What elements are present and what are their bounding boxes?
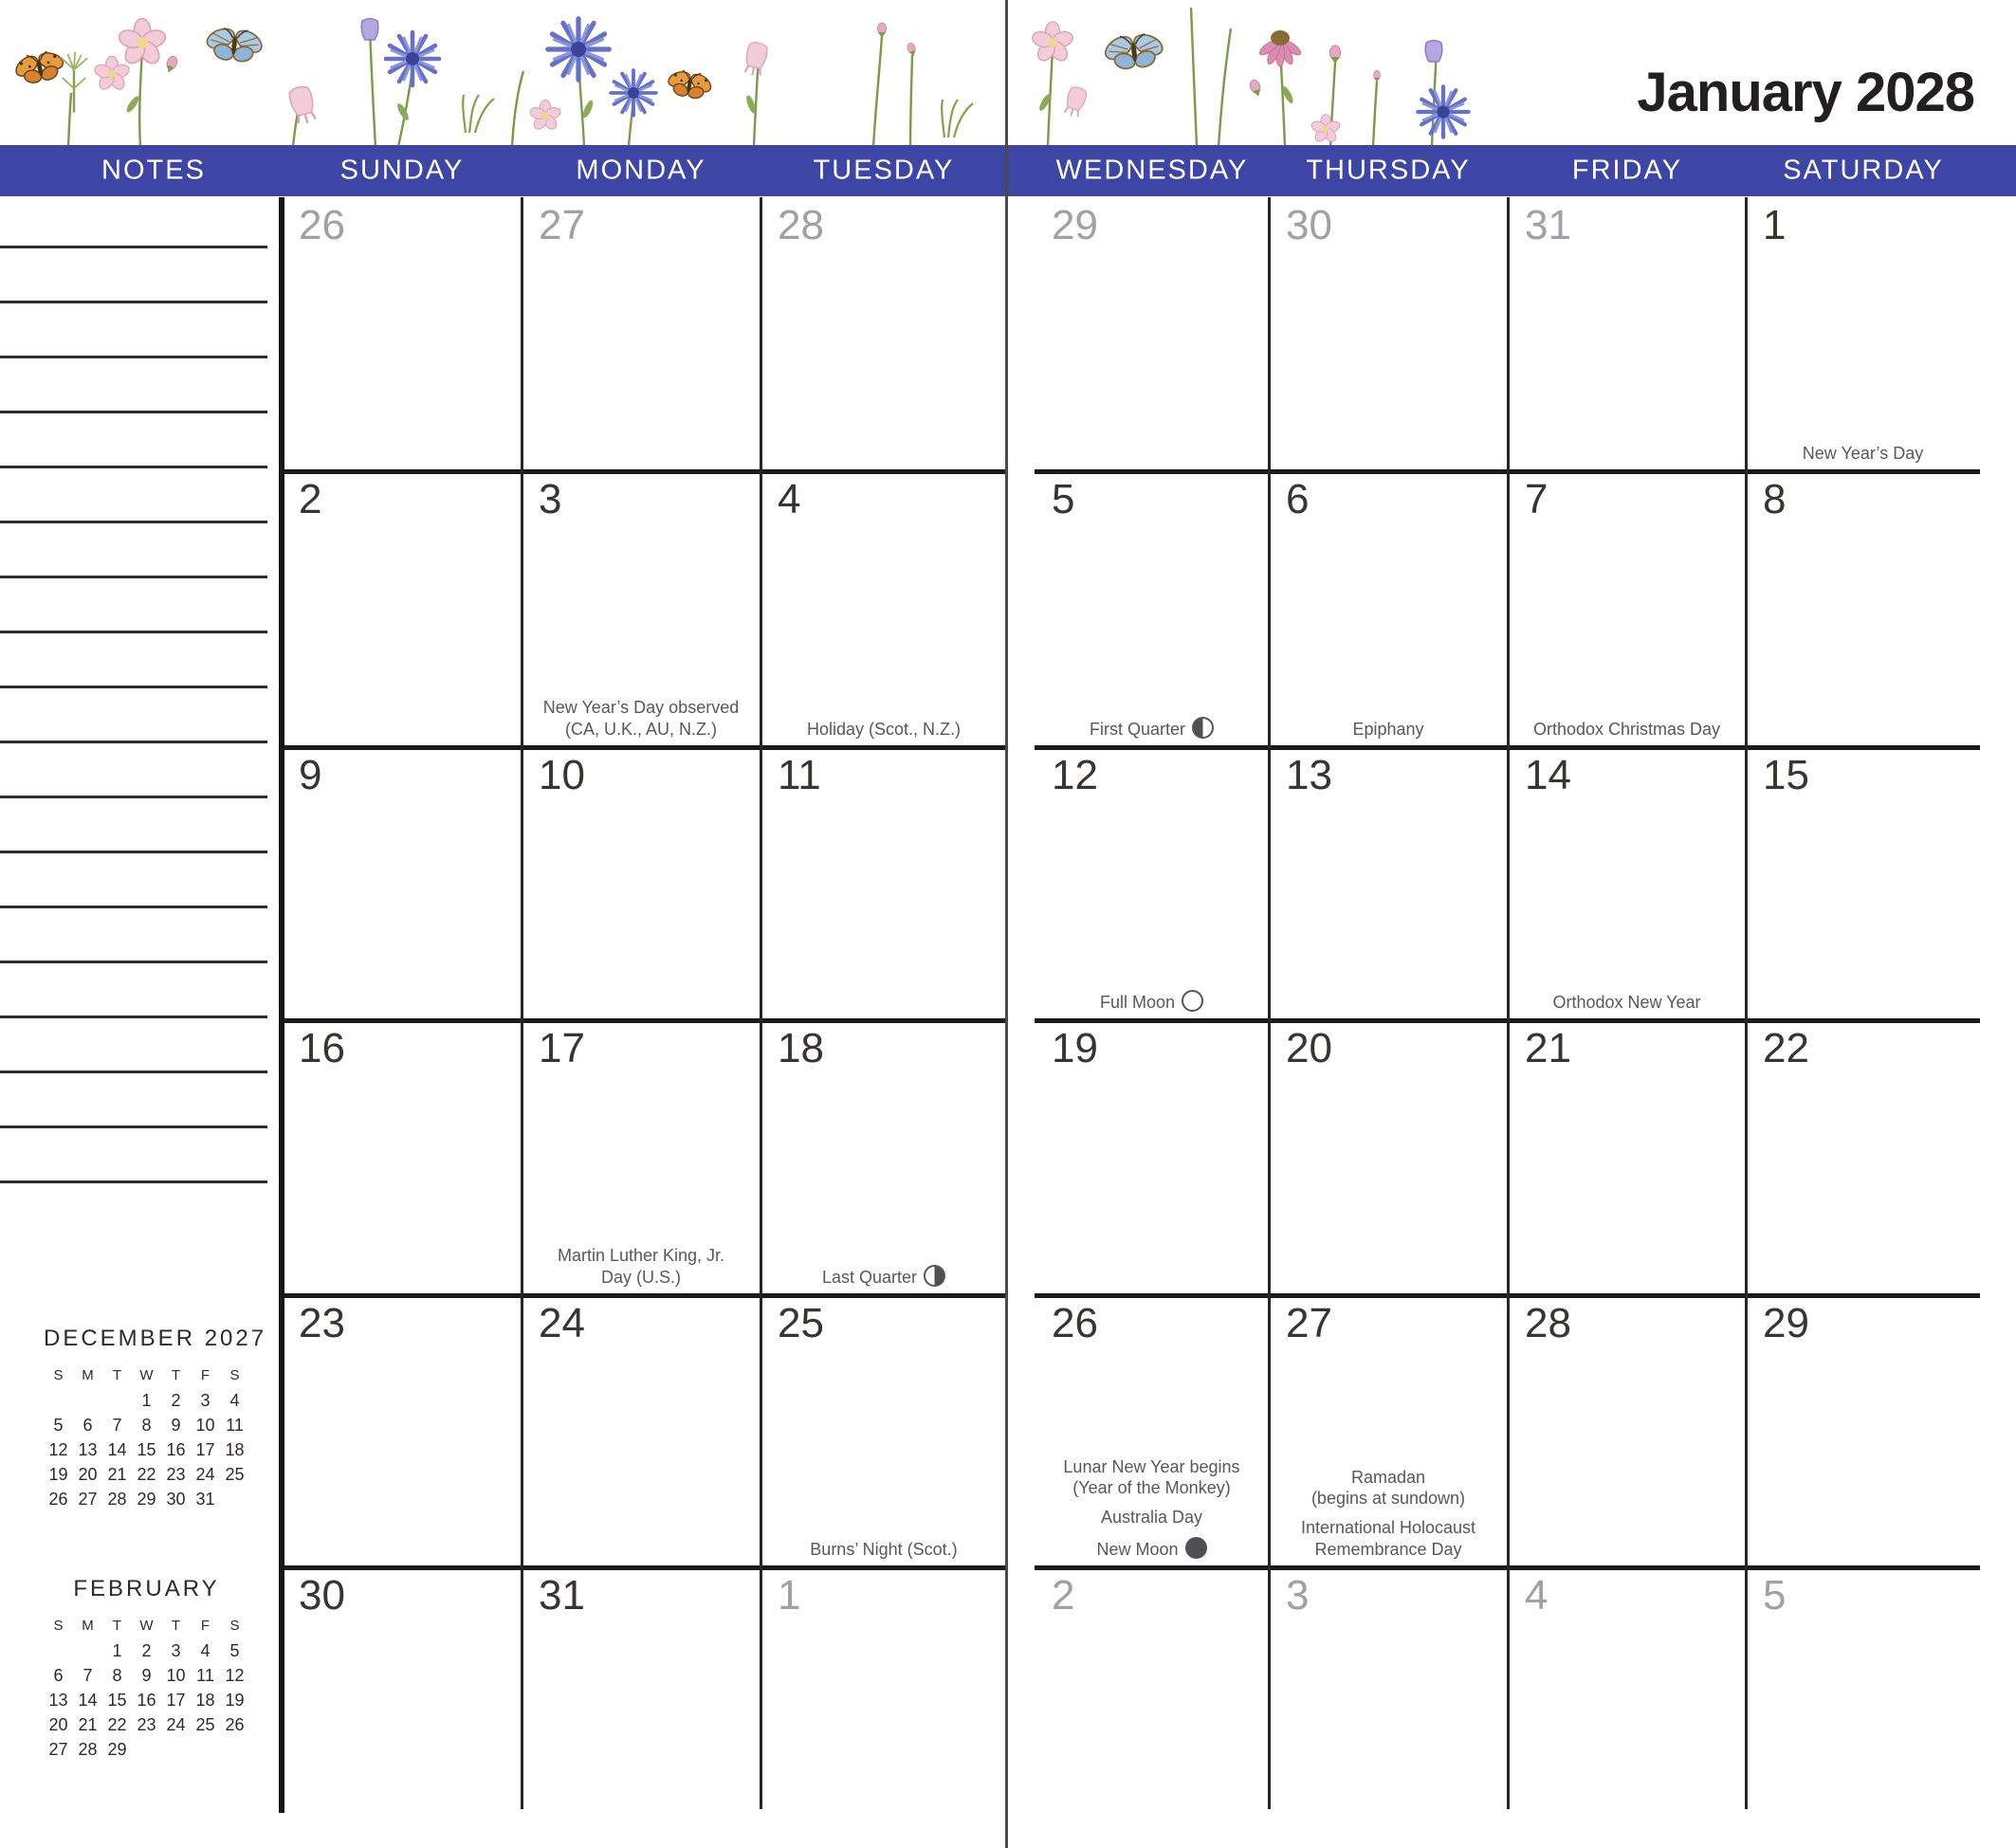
mini-calendar-grid [44,1614,249,1762]
mini-date-empty [220,1487,249,1511]
day-cell-5 [1035,471,1269,747]
event-line: (CA, U.K., AU, N.Z.) [564,719,717,739]
date-number: 6 [1286,476,1310,522]
mini-dow-label: F [200,1367,211,1383]
mini-date: 6 [82,1416,93,1435]
mini-date: 27 [48,1740,68,1759]
mini-date: 1 [141,1391,152,1410]
day-cell-21 [1508,1020,1746,1295]
notes-rule-line [0,851,267,853]
event-line: Orthodox New Year [1552,992,1701,1012]
day-cell-28 [1508,1295,1746,1567]
date-number: 27 [539,202,585,248]
date-number: 25 [778,1300,824,1346]
day-cell-27-adjacent [522,197,761,471]
event-label [1272,1467,1505,1510]
mini-date: 29 [107,1740,127,1759]
mini-date: 23 [137,1715,156,1734]
mini-date: 8 [112,1666,122,1685]
day-cell-2-adjacent [1035,1567,1269,1809]
mini-date: 9 [141,1666,152,1685]
date-number: 1 [778,1572,801,1619]
day-cell-13 [1269,747,1508,1020]
day-events [1272,719,1505,740]
day-cell-17 [522,1020,761,1295]
mini-date: 12 [225,1666,245,1685]
date-number: 26 [1052,1300,1098,1346]
mini-date: 20 [78,1465,98,1484]
event-line: First Quarter [1037,717,1266,740]
date-number: 16 [299,1025,345,1071]
header-label-notes: NOTES [101,155,206,186]
day-events [1511,992,1743,1013]
mini-date: 22 [107,1715,127,1734]
mini-date: 21 [78,1715,98,1734]
weekday-header-bar [0,145,2016,196]
day-cell-4 [761,471,1007,747]
mini-dow-label: W [139,1618,154,1634]
event-line: International Holocaust [1300,1518,1476,1538]
day-cell-7 [1508,471,1746,747]
day-cell-11 [761,747,1007,1020]
date-number: 21 [1525,1025,1571,1071]
mini-date: 3 [200,1391,211,1410]
header-label-thursday: THURSDAY [1306,155,1471,186]
header-label-sunday: SUNDAY [339,155,465,186]
header-label-saturday: SATURDAY [1783,155,1944,186]
date-number: 31 [539,1572,585,1619]
mini-date-empty [44,1388,73,1413]
mini-dow-label: T [171,1618,181,1634]
event-label [1037,717,1266,740]
mini-date: 2 [141,1641,152,1660]
event-line: Orthodox Christmas Day [1532,719,1721,739]
day-events [1749,443,1977,464]
mini-date: 31 [195,1490,215,1509]
notes-rule-line [0,466,267,468]
day-events [763,1539,1004,1560]
mini-date: 16 [166,1440,186,1459]
day-cell-1-adjacent [761,1567,1007,1809]
event-line: Burns’ Night (Scot.) [810,1539,958,1559]
mini-dow-label: S [53,1367,64,1383]
date-number: 4 [1525,1572,1549,1619]
date-number: 14 [1525,752,1571,798]
event-line: Ramadan [1350,1467,1426,1487]
mini-date-empty [220,1737,249,1762]
day-cell-12 [1035,747,1269,1020]
notes-rule-line [0,521,267,523]
day-cell-20 [1269,1020,1508,1295]
day-cell-15 [1746,747,1980,1020]
mini-date: 4 [200,1641,211,1660]
mini-date: 7 [112,1416,122,1435]
date-number: 22 [1763,1025,1809,1071]
header-label-tuesday: TUESDAY [813,155,955,186]
mini-date: 24 [166,1715,186,1734]
floral-banner [0,0,2016,147]
day-cell-27 [1269,1295,1508,1567]
date-number: 12 [1052,752,1098,798]
event-label [524,697,758,740]
mini-date-empty [161,1737,191,1762]
day-cell-3 [522,471,761,747]
header-label-monday: MONDAY [576,155,706,186]
notes-rule-line [0,741,267,743]
day-cell-28-adjacent [761,197,1007,471]
date-number: 23 [299,1300,345,1346]
day-cell-8 [1746,471,1980,747]
mini-date: 4 [229,1391,240,1410]
mini-date: 22 [137,1465,156,1484]
notes-rule-line [0,1015,267,1018]
date-number: 31 [1525,202,1571,248]
day-events [763,1265,1004,1288]
event-line: Day (U.S.) [600,1267,681,1287]
mini-date: 7 [82,1666,93,1685]
day-events [524,697,758,740]
event-line: Full Moon [1037,990,1266,1013]
mini-dow-label: T [171,1367,181,1383]
date-number: 27 [1286,1300,1332,1346]
day-cell-9 [282,747,522,1020]
mini-date: 3 [171,1641,181,1660]
first-quarter-moon-icon [1192,717,1214,739]
date-number: 1 [1763,202,1787,248]
date-number: 5 [1052,476,1075,522]
mini-date: 10 [166,1666,186,1685]
mini-dow-label: M [82,1618,94,1634]
mini-date: 2 [171,1391,181,1410]
date-number: 2 [299,476,322,522]
mini-date: 9 [171,1416,181,1435]
mini-date: 25 [195,1715,215,1734]
mini-date: 8 [141,1416,152,1435]
mini-date: 23 [166,1465,186,1484]
mini-date: 18 [225,1440,245,1459]
date-number: 30 [299,1572,345,1619]
mini-calendar-february [44,1576,249,1762]
date-number: 10 [539,752,585,798]
mini-date: 17 [166,1691,186,1710]
day-cell-14 [1508,747,1746,1020]
mini-date: 27 [78,1490,98,1509]
date-number: 4 [778,476,801,522]
mini-date: 20 [48,1715,68,1734]
event-label [1037,1537,1266,1560]
notes-rule-line [0,1070,267,1073]
event-line: Martin Luther King, Jr. [557,1246,725,1266]
date-number: 11 [778,752,821,798]
mini-date: 18 [195,1691,215,1710]
day-cell-16 [282,1020,522,1295]
event-line: New Moon [1037,1537,1266,1560]
notes-rule-line [0,631,267,633]
date-number: 29 [1763,1300,1809,1346]
day-cell-29 [1746,1295,1980,1567]
mini-date: 14 [78,1691,98,1710]
event-line: (Year of the Monkey) [1072,1478,1231,1498]
event-line: Australia Day [1100,1508,1203,1528]
month-title: January 2028 [1637,62,1974,123]
date-number: 8 [1763,476,1787,522]
day-events [1037,1456,1266,1560]
date-number: 17 [539,1025,585,1071]
event-label [1272,1517,1505,1560]
mini-date: 29 [137,1490,156,1509]
mini-date: 6 [53,1666,64,1685]
date-number: 2 [1052,1572,1075,1619]
header-label-wednesday: WEDNESDAY [1055,155,1249,186]
day-events [763,719,1004,740]
mini-date: 5 [229,1641,240,1660]
event-line: New Year’s Day [1802,443,1924,463]
mini-date: 15 [137,1440,156,1459]
day-cell-26-adjacent [282,197,522,471]
mini-dow-label: T [112,1367,122,1383]
mini-date: 30 [166,1490,186,1509]
date-number: 13 [1286,752,1332,798]
mini-date-empty [44,1638,73,1663]
mini-date: 15 [107,1691,127,1710]
mini-calendar-december-2027 [44,1326,267,1511]
event-label [524,1245,758,1288]
day-cell-31-adjacent [1508,197,1746,471]
date-number: 5 [1763,1572,1787,1619]
day-cell-5-adjacent [1746,1567,1980,1809]
mini-dow-label: W [139,1367,154,1383]
mini-date-empty [73,1388,102,1413]
mini-dow-label: M [82,1367,94,1383]
mini-date: 13 [48,1691,68,1710]
notes-rule-line [0,246,267,248]
event-label [1511,719,1743,740]
notes-rule-line [0,1125,267,1128]
notes-rule-line [0,686,267,688]
notes-rule-line [0,796,267,798]
mini-date: 5 [53,1416,64,1435]
date-number: 24 [539,1300,585,1346]
notes-rule-line [0,906,267,908]
date-number: 3 [539,476,562,522]
notes-rule-line [0,576,267,578]
day-cell-26 [1035,1295,1269,1567]
mini-date: 11 [226,1416,244,1435]
day-cell-19 [1035,1020,1269,1295]
mini-date: 21 [107,1465,127,1484]
event-line: Epiphany [1352,719,1424,739]
date-number: 30 [1286,202,1332,248]
date-number: 18 [778,1025,824,1071]
mini-date: 10 [195,1416,215,1435]
mini-date: 19 [225,1691,245,1710]
date-number: 15 [1763,752,1809,798]
event-line: Remembrance Day [1314,1539,1462,1559]
day-cell-30 [282,1567,522,1809]
date-number: 28 [778,202,824,248]
mini-date: 24 [195,1465,215,1484]
event-label [1272,719,1505,740]
day-cell-2 [282,471,522,747]
event-label [763,1539,1004,1560]
day-cell-24 [522,1295,761,1567]
mini-dow-label: F [200,1618,211,1634]
mini-date-empty [73,1638,102,1663]
day-cell-31 [522,1567,761,1809]
notes-rule-line [0,411,267,413]
day-cell-10 [522,747,761,1020]
date-number: 20 [1286,1025,1332,1071]
mini-date-empty [102,1388,132,1413]
event-label [763,1265,1004,1288]
event-label [1511,992,1743,1013]
mini-date: 16 [137,1691,156,1710]
mini-dow-label: T [112,1618,122,1634]
date-number: 26 [299,202,345,248]
event-label [1037,1456,1266,1499]
mini-date: 28 [107,1490,127,1509]
mini-date: 13 [78,1440,98,1459]
event-line: New Year’s Day observed [542,698,740,718]
mini-date-empty [132,1737,161,1762]
day-events [1272,1467,1505,1560]
day-events [1037,717,1266,740]
mini-date-empty [191,1737,220,1762]
day-cell-4-adjacent [1508,1567,1746,1809]
day-cell-6 [1269,471,1508,747]
event-label [1749,443,1977,464]
day-cell-30-adjacent [1269,197,1508,471]
notes-rule-line [0,1180,267,1183]
day-cell-3-adjacent [1269,1567,1508,1809]
mini-date: 12 [48,1440,68,1459]
event-line: (begins at sundown) [1310,1489,1466,1509]
mini-dow-label: S [229,1618,240,1634]
date-number: 7 [1525,476,1549,522]
last-quarter-moon-icon [924,1265,945,1287]
mini-calendar-title: DECEMBER 2027 [44,1326,267,1351]
day-events [1037,990,1266,1013]
notes-rule-line [0,356,267,358]
mini-dow-label: S [53,1618,64,1634]
mini-date: 1 [112,1641,122,1660]
mini-date: 17 [195,1440,215,1459]
mini-calendar-title: FEBRUARY [73,1576,220,1601]
event-line: Last Quarter [763,1265,1004,1288]
day-cell-29-adjacent [1035,197,1269,471]
notes-rule-line [0,301,267,303]
notes-rule-line [0,961,267,963]
day-cell-18 [761,1020,1007,1295]
day-events [1511,719,1743,740]
mini-calendar-grid [44,1363,249,1511]
date-number: 3 [1286,1572,1310,1619]
new-moon-icon [1185,1537,1207,1559]
day-cell-22 [1746,1020,1980,1295]
mini-date: 19 [48,1465,68,1484]
page-spine-divider [1005,0,1008,1848]
event-line: Holiday (Scot., N.Z.) [806,719,962,739]
event-line: Lunar New Year begins [1063,1456,1240,1476]
mini-date: 25 [225,1465,245,1484]
mini-dow-label: S [229,1367,240,1383]
date-number: 28 [1525,1300,1571,1346]
day-cell-1 [1746,197,1980,471]
day-cell-23 [282,1295,522,1567]
event-label [1037,1507,1266,1528]
mini-date: 11 [196,1666,214,1685]
date-number: 29 [1052,202,1098,248]
header-label-friday: FRIDAY [1571,155,1683,186]
date-number: 19 [1052,1025,1098,1071]
mini-date: 28 [78,1740,98,1759]
event-label [763,719,1004,740]
day-cell-25 [761,1295,1007,1567]
event-label [1037,990,1266,1013]
date-number: 9 [299,752,322,798]
full-moon-icon [1182,990,1203,1012]
mini-date: 26 [48,1490,68,1509]
day-events [524,1245,758,1288]
mini-date: 14 [107,1440,127,1459]
mini-date: 26 [225,1715,245,1734]
